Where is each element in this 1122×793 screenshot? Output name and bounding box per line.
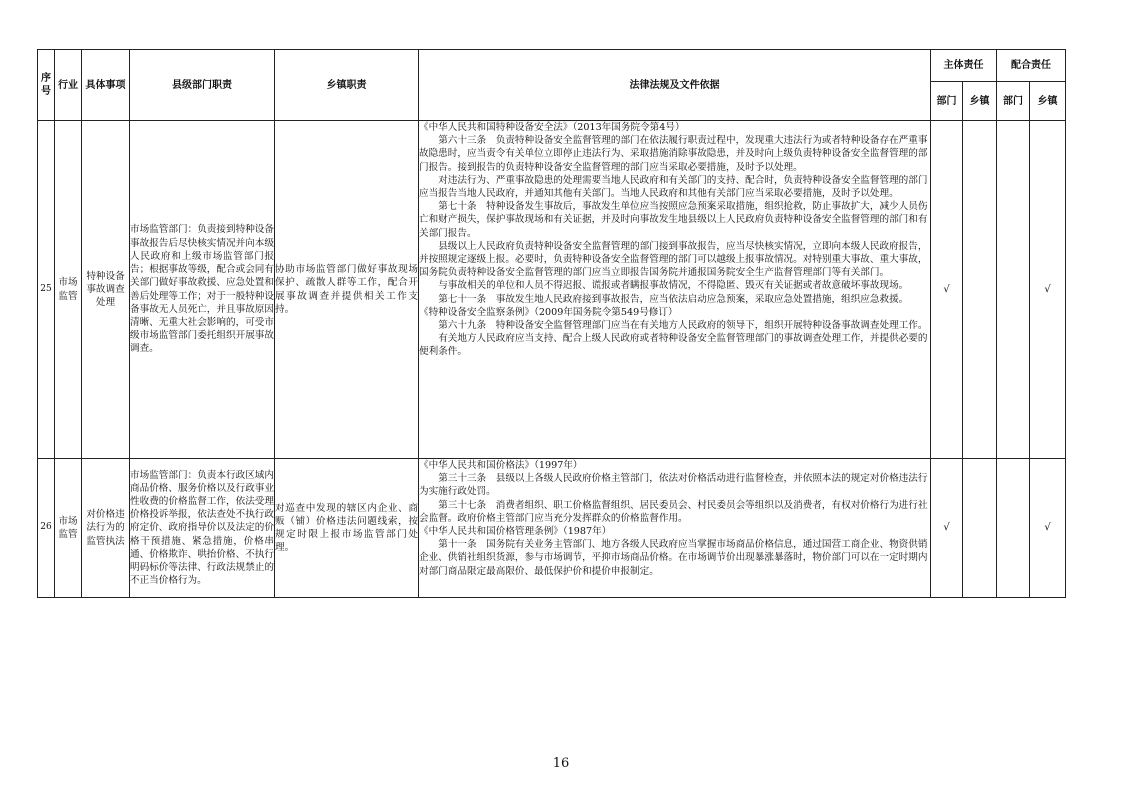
header-assist-dept: 部门: [997, 82, 1030, 121]
law-paragraph: 有关地方人民政府应当支持、配合上级人民政府或者特种设备安全监督管理部门的事故调查处理工作，并提供必要的便利条件。: [419, 333, 928, 358]
row-number: 26: [38, 459, 55, 598]
check-assist-town: √: [1030, 121, 1066, 459]
header-assist-responsibility: 配合责任: [997, 50, 1066, 82]
law-paragraph: 第三十七条 消费者组织、职工价格监督组织、居民委员会、村民委员会等组织以及消费者，有权对价格行为进行社会监督。政府价格主管部门应当充分发挥群众的价格监督作用。: [419, 499, 928, 524]
header-county-duty: 县级部门职责: [130, 50, 275, 121]
law-paragraph: 第十一条 国务院有关业务主管部门、地方各级人民政府应当掌握市场商品价格信息，通过国营工商企业、物资供销企业、供销社组织货源，参与市场调节，平抑市场商品价格。在市场调节价出现暴涨暴落时，物价部门可以在一定时期内对部门商品限定最高限价、最低保护价和提价申报制定。: [419, 539, 928, 577]
header-law-basis: 法律法规及文件依据: [419, 50, 931, 121]
law-paragraph: 第七十条 特种设备发生事故后，事故发生单位应当按照应急预案采取措施，组织抢救，防止事故扩大，减少人员伤亡和财产损失，保护事故现场和有关证据，并及时向事故发生地县级以上人民政府负责特种设备安全监督管理的部门和有关部门报告。: [419, 201, 928, 239]
row-industry: 市场监管: [55, 121, 82, 459]
row-law-basis: [419, 459, 931, 598]
row-law-basis: [419, 121, 931, 459]
header-industry: 行业: [55, 50, 82, 121]
law-paragraph: 第六十九条 特种设备安全监督管理部门应当在有关地方人民政府的领导下，组织开展特种设备事故调查处理工作。: [438, 320, 928, 332]
check-main-dept: √: [931, 121, 963, 459]
responsibility-table: [37, 49, 1066, 598]
header-assist-town: 乡镇: [1030, 82, 1066, 121]
law-paragraph: 与事故相关的单位和人员不得迟报、谎报或者瞒报事故情况，不得隐匿、毁灭有关证据或者故意破坏事故现场。: [438, 280, 909, 292]
table-row: [38, 459, 1066, 598]
law-paragraph: 县级以上人民政府负责特种设备安全监督管理的部门接到事故报告，应当尽快核实情况，立即向本级人民政府报告，并按照规定逐级上报。必要时，负责特种设备安全监督管理的部门可以越级上报事故情况。对特别重大事故、重大事故，国务院负责特种设备安全监督管理的部门应当立即报告国务院并通报国务院安全生产监督管理部门等有关部门。: [419, 240, 928, 279]
header-main-dept: 部门: [931, 82, 963, 121]
header-no: 序号: [38, 50, 55, 121]
row-county-duty: 市场监管部门：负责本行政区域内商品价格、服务价格以及行政事业性收费的价格监督工作，依法受理价格投诉举报，依法查处不执行政府定价、政府指导价以及法定的价格干预措施、紧急措施，价格串通、价格欺诈、哄抬价格、不执行明码标价等法律、行政法规禁止的不正当价格行为。: [130, 459, 275, 598]
law-paragraph: 第三十三条 县级以上各级人民政府价格主管部门，依法对价格活动进行监督检查，并依照本法的规定对价格违法行为实施行政处罚。: [419, 473, 928, 498]
header-town-duty: 乡镇职责: [275, 50, 419, 121]
header-item: 具体事项: [82, 50, 130, 121]
row-number: 25: [38, 121, 55, 459]
row-town-duty: 对巡查中发现的辖区内企业、商贩（铺）价格违法问题线索，按规定时限上报市场监管部门处理。: [275, 459, 419, 598]
page-number: 16: [552, 756, 570, 771]
header-main-responsibility: 主体责任: [931, 50, 997, 82]
law-paragraph: 《中华人民共和国价格管理条例》（1987年）: [419, 526, 612, 538]
row-industry: 市场监管: [55, 459, 82, 598]
row-item: 对价格违法行为的监管执法: [82, 459, 130, 598]
check-main-dept: √: [931, 459, 963, 598]
law-paragraph: 第七十一条 事故发生地人民政府接到事故报告，应当依法启动应急预案，采取应急处置措施，组织应急救援。: [438, 293, 909, 305]
check-assist-dept: [997, 459, 1030, 598]
check-assist-dept: [997, 121, 1030, 459]
check-assist-town: √: [1030, 459, 1066, 598]
row-county-duty: 市场监管部门：负责接到特种设备事故报告后尽快核实情况并向本级人民政府和上级市场监管部门报告；根据事故等级，配合或会同有关部门做好事故救援、应急处置和善后处理等工作；对于一般特种设备事故无人员死亡，并且事故原因清晰、无重大社会影响的，可受市级市场监管部门委托组织开展事故调查。: [130, 121, 275, 459]
law-paragraph: 《中华人民共和国价格法》（1997年）: [419, 460, 583, 471]
header-main-town: 乡镇: [963, 82, 997, 121]
law-paragraph: 第六十三条 负责特种设备安全监督管理的部门在依法履行职责过程中，发现重大违法行为或者特种设备存在严重事故隐患时，应当责令有关单位立即停止违法行为、采取措施消除事故隐患，并及时向上级负责特种设备安全监督管理的部门报告。接到报告的负责特种设备安全监督管理的部门应当采取必要措施，及时予以处理。: [419, 135, 928, 173]
table-row: [38, 121, 1066, 459]
check-main-town: [963, 121, 997, 459]
law-paragraph: 《特种设备安全监察条例》（2009年国务院令第549号修订）: [419, 306, 678, 318]
law-paragraph: 对违法行为、严重事故隐患的处理需要当地人民政府和有关部门的支持、配合时，负责特种设备安全监督管理的部门应当报告当地人民政府，并通知其他有关部门。当地人民政府和其他有关部门应当采取必要措施，及时予以处理。: [419, 174, 928, 200]
check-main-town: [963, 459, 997, 598]
law-paragraph: 《中华人民共和国特种设备安全法》（2013年国务院令第4号）: [419, 122, 685, 133]
row-item: 特种设备事故调查处理: [82, 121, 130, 459]
row-town-duty: 协助市场监管部门做好事故现场保护、疏散人群等工作，配合开展事故调查并提供相关工作支持。: [275, 121, 419, 459]
